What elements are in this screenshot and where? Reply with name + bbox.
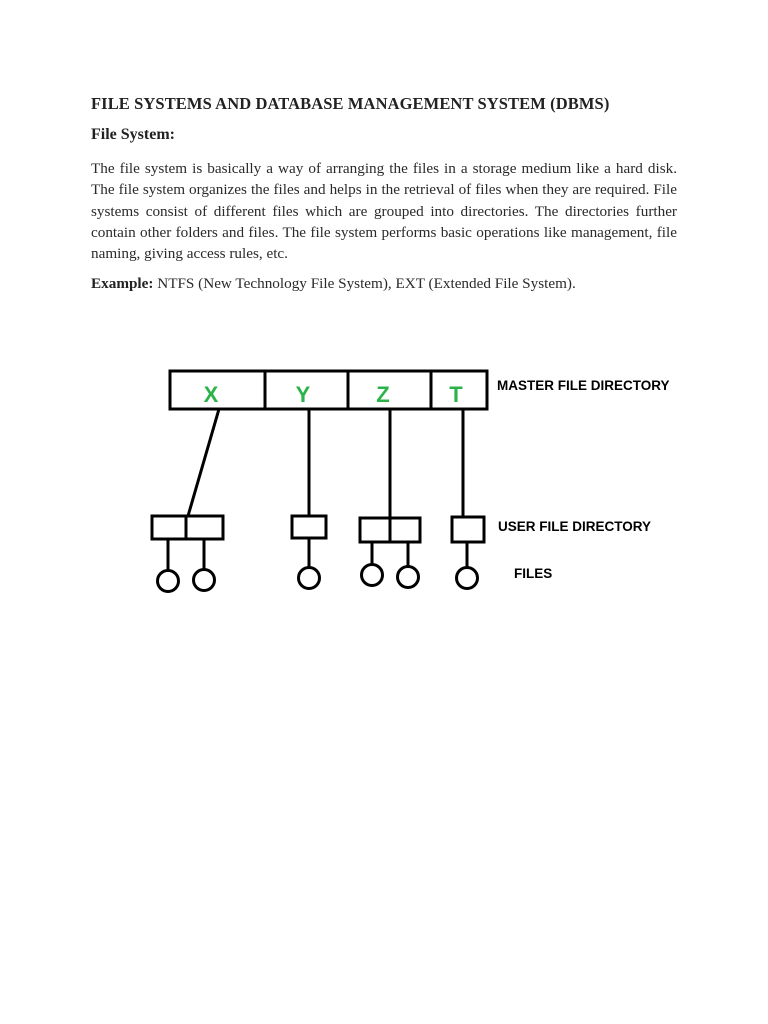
body-paragraph: The file system is basically a way of arranging the files in a storage medium like a hard disk. The file system organizes the files and helps in the retrieval of files when they are required. File systems consist of different files which are grouped into directories. The directories further contain other folders and files. The file system performs basic operations like management, file naming, giving access rules, etc. (91, 160, 677, 263)
master-directory-label: MASTER FILE DIRECTORY (497, 378, 670, 393)
example-label: Example: (91, 275, 154, 292)
example-text: NTFS (New Technology File System), EXT (Extended File System). (153, 275, 576, 292)
section-heading: File System: (91, 126, 175, 143)
user-directory-label: USER FILE DIRECTORY (498, 519, 652, 534)
file-circle-2 (194, 570, 215, 591)
user-directory-box-t (452, 517, 484, 542)
file-circle-3 (299, 568, 320, 589)
cell-letter-t: T (449, 382, 463, 407)
connector-x (188, 409, 219, 516)
file-circle-6 (457, 568, 478, 589)
file-circle-4 (362, 565, 383, 586)
cell-letter-x: X (203, 382, 219, 407)
cell-letter-y: Y (295, 382, 311, 407)
cell-letter-z: Z (376, 382, 390, 407)
file-circle-5 (398, 567, 419, 588)
file-circle-1 (158, 571, 179, 592)
page-title: FILE SYSTEMS AND DATABASE MANAGEMENT SYSTEM (DBMS) (91, 94, 610, 113)
diagram-lines (152, 371, 487, 592)
files-label: FILES (514, 566, 553, 581)
user-directory-box-y (292, 516, 326, 538)
